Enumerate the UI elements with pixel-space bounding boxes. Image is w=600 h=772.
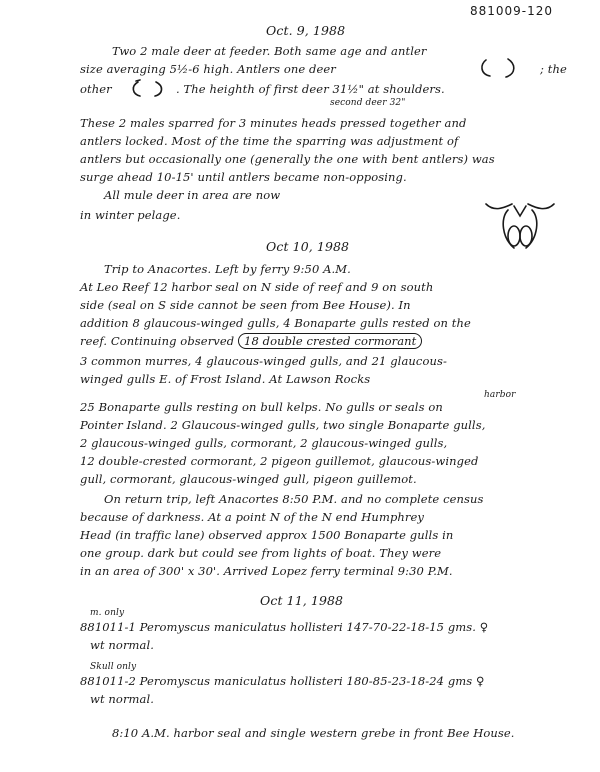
note-label: Skull only xyxy=(90,662,137,672)
note-line: addition 8 glaucous-winged gulls, 4 Bonaparte gulls rested on the xyxy=(80,316,471,330)
specimen-entry: 881011-1 Peromyscus maniculatus hollisteri 147-70-22-18-15 gms. ♀ xyxy=(80,620,489,634)
note-line: second deer 32" xyxy=(330,98,406,108)
note-line: At Leo Reef 12 harbor seal on N side of reef and 9 on south xyxy=(80,280,434,294)
note-line: winged gulls E. of Frost Island. At Lawson Rocks xyxy=(80,372,371,386)
note-line: surge ahead 10-15' until antlers became non-opposing. xyxy=(80,170,407,184)
note-line: wt normal. xyxy=(90,638,155,652)
note-line: These 2 males sparred for 3 minutes heads pressed together and xyxy=(80,116,467,130)
note-line: 8:10 A.M. harbor seal and single western grebe in front Bee House. xyxy=(112,726,515,740)
note-line: one group. dark but could see from lights of boat. They were xyxy=(80,546,442,560)
note-line: in winter pelage. xyxy=(80,208,181,222)
note-line: 12 double-crested cormorant, 2 pigeon guillemot, glaucous-winged xyxy=(80,454,479,468)
circled-note: 18 double crested cormorant xyxy=(238,333,422,349)
note-line xyxy=(80,334,422,348)
note-line: On return trip, left Anacortes 8:50 P.M. and no complete census xyxy=(104,492,484,506)
specimen-entry: 881011-2 Peromyscus maniculatus hollisteri 180-85-23-18-24 gms ♀ xyxy=(80,674,485,688)
note-line: other xyxy=(80,82,112,96)
document-id: 881009-120 xyxy=(470,4,554,18)
note-line: All mule deer in area are now xyxy=(104,188,281,202)
note-line: Head (in traffic lane) observed approx 1500 Bonaparte gulls in xyxy=(80,528,454,542)
note-line: size averaging 5½-6 high. Antlers one deer xyxy=(80,62,336,76)
note-line: gull, cormorant, glaucous-winged gull, pigeon guillemot. xyxy=(80,472,417,486)
date-heading-oct-10: Oct 10, 1988 xyxy=(266,239,350,254)
bent-antler-sketch-icon xyxy=(128,78,168,100)
note-line: side (seal on S side cannot be seen from Bee House). In xyxy=(80,298,411,312)
note-line: Pointer Island. 2 Glaucous-winged gulls, two single Bonaparte gulls, xyxy=(80,418,486,432)
note-line: . The heighth of first deer 31½" at shoulders. xyxy=(176,82,445,96)
note-line: antlers but occasionally one (generally the one with bent antlers) was xyxy=(80,152,495,166)
note-line: wt normal. xyxy=(90,692,155,706)
note-line: Two 2 male deer at feeder. Both same age and antler xyxy=(112,44,427,58)
note-line: 25 Bonaparte gulls resting on bull kelps. No gulls or seals on xyxy=(80,400,443,414)
note-label: m. only xyxy=(90,608,125,618)
note-line: in an area of 300' x 30'. Arrived Lopez ferry terminal 9:30 P.M. xyxy=(80,564,453,578)
note-line: 3 common murres, 4 glaucous-winged gulls, and 21 glaucous- xyxy=(80,354,447,368)
note-line: Trip to Anacortes. Left by ferry 9:50 A.M. xyxy=(104,262,351,276)
note-line: because of darkness. At a point N of the N end Humphrey xyxy=(80,510,425,524)
note-line: 2 glaucous-winged gulls, cormorant, 2 glaucous-winged gulls, xyxy=(80,436,448,450)
note-line: antlers locked. Most of the time the sparring was adjustment of xyxy=(80,134,459,148)
antler-sketch-icon xyxy=(478,56,518,80)
deer-head-sketch-icon xyxy=(480,194,560,254)
inserted-word: harbor xyxy=(484,390,516,400)
date-heading-oct-11: Oct 11, 1988 xyxy=(260,593,344,608)
note-line: ; the xyxy=(540,62,567,76)
note-text: reef. Continuing observed xyxy=(80,334,235,348)
date-heading-oct-9: Oct. 9, 1988 xyxy=(266,23,346,38)
